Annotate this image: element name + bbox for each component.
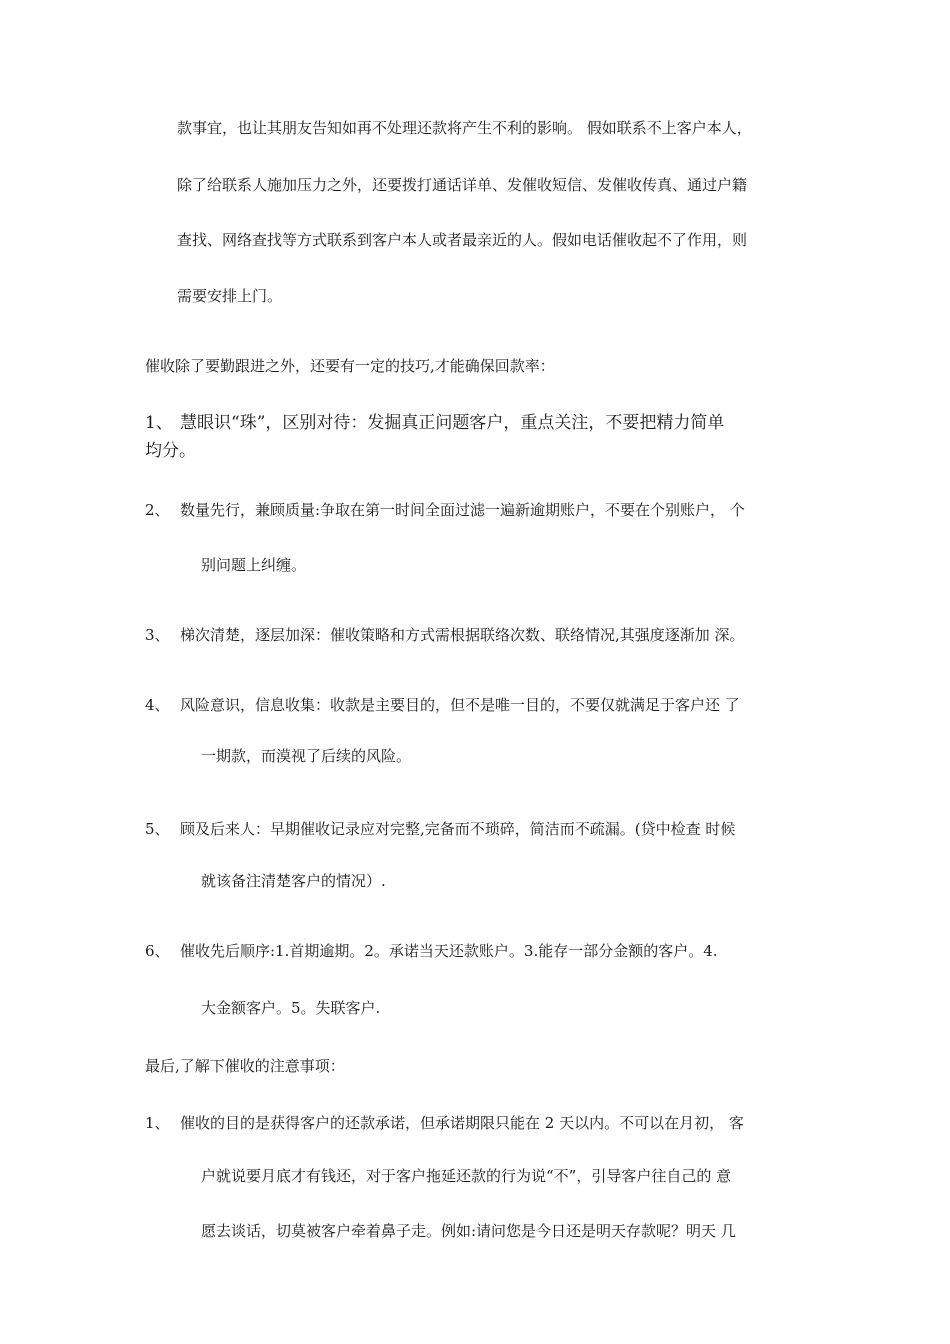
technique-6-number: 6、: [145, 942, 170, 960]
technique-4-line-2: 一期款，而漠视了后续的风险。: [201, 747, 412, 765]
technique-5-number: 5、: [145, 820, 170, 838]
intro-line-4: 需要安排上门。: [177, 287, 283, 305]
technique-4-number: 4、: [145, 696, 170, 714]
techniques-heading: 催收除了要勤跟进之外，还要有一定的技巧,才能确保回款率：: [145, 357, 555, 375]
intro-line-1: 款事宜，也让其朋友告知如再不处理还款将产生不利的影响。 假如联系不上客户本人，: [177, 119, 752, 137]
technique-1-line-2: 均分。: [145, 441, 196, 461]
technique-1-line-1: 慧眼识“珠”，区别对待：发掘真正问题客户，重点关注，不要把精力简单: [180, 413, 725, 433]
technique-6-line-1: 催收先后顺序:1.首期逾期。2。承诺当天还款账户。3.能存一部分金额的客户。4.: [180, 942, 718, 960]
intro-line-3: 查找、网络查找等方式联系到客户本人或者最亲近的人。假如电话催收起不了作用，则: [177, 231, 748, 249]
technique-6-line-2: 大金额客户。5。失联客户.: [201, 999, 381, 1017]
note-1-number: 1、: [145, 1114, 170, 1132]
technique-2-line-1: 数量先行，兼顾质量:争取在第一时间全面过滤一遍新逾期账户，不要在个别账户， 个: [180, 501, 745, 519]
note-1-line-3: 愿去谈话，切莫被客户牵着鼻子走。例如:请问您是今日还是明天存款呢？明天 几: [201, 1222, 736, 1240]
technique-4-line-1: 风险意识，信息收集：收款是主要目的，但不是唯一目的，不要仅就满足于客户还 了: [180, 696, 740, 714]
technique-1-number: 1、: [145, 413, 173, 433]
technique-5-line-2: 就该备注清楚客户的情况）.: [201, 872, 386, 890]
note-1-line-1: 催收的目的是获得客户的还款承诺，但承诺期限只能在 2 天以内。不可以在月初， 客: [180, 1114, 744, 1132]
technique-3-number: 3、: [145, 626, 170, 644]
technique-2-line-2: 别问题上纠缠。: [201, 556, 307, 574]
intro-line-2: 除了给联系人施加压力之外，还要拨打通话详单、发催收短信、发催收传真、通过户籍: [177, 176, 748, 194]
technique-2-number: 2、: [145, 501, 170, 519]
technique-5-line-1: 顾及后来人：早期催收记录应对完整,完备而不琐碎，简洁而不疏漏。(贷中检查 时候: [180, 820, 736, 838]
notes-heading: 最后,了解下催收的注意事项：: [145, 1057, 345, 1075]
note-1-line-2: 户就说要月底才有钱还，对于客户拖延还款的行为说“不”，引导客户往自己的 意: [201, 1167, 732, 1185]
technique-3-line-1: 梯次清楚，逐层加深：催收策略和方式需根据联络次数、联络情况,其强度逐渐加 深。: [180, 626, 745, 644]
